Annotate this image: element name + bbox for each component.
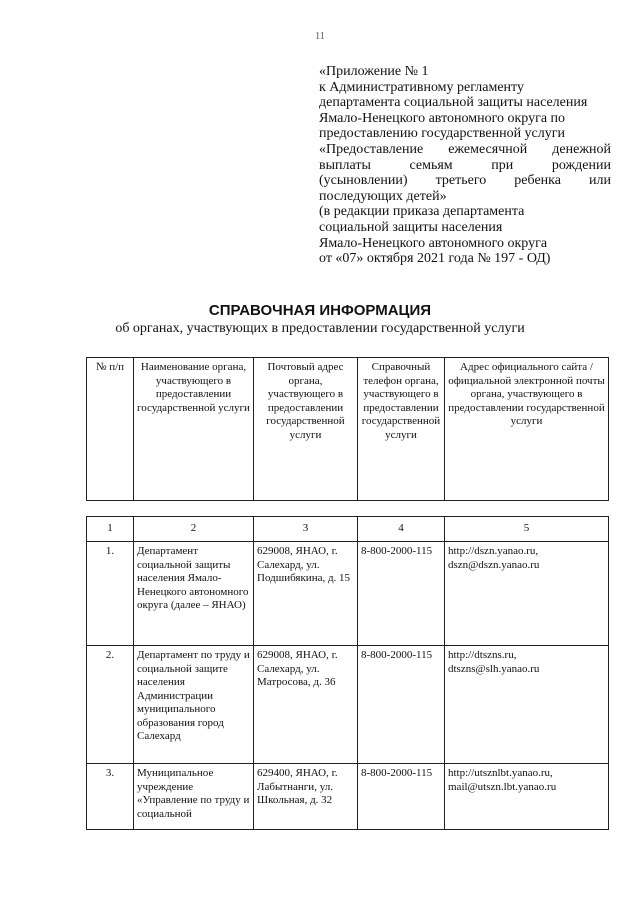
document-title: СПРАВОЧНАЯ ИНФОРМАЦИЯ bbox=[208, 302, 432, 319]
website-email: http://dszn.yanao.ru, dszn@dszn.yanao.ru bbox=[445, 542, 609, 646]
table-header bbox=[86, 357, 609, 501]
organ-name: Муниципальное учреждение «Управление по труду и социальной bbox=[134, 764, 254, 830]
column-number: 3 bbox=[254, 517, 358, 542]
website-email: http://dtszns.ru, dtszns@slh.yanao.ru bbox=[445, 646, 609, 764]
header-cell-address: Почтовый адрес органа, участвующего в предоставлении государственной услуги bbox=[254, 358, 358, 501]
column-number: 2 bbox=[134, 517, 254, 542]
header-line: Ямало-Ненецкого автономного округа bbox=[319, 235, 548, 251]
phone: 8-800-2000-115 bbox=[358, 646, 445, 764]
document-subtitle: об органах, участвующих в предоставлении государственной услуги bbox=[115, 321, 525, 336]
header-line: департамента социальной защиты населения bbox=[319, 95, 588, 111]
column-number-row bbox=[87, 517, 609, 542]
row-number: 3. bbox=[87, 764, 134, 830]
header-cell-phone: Справочный телефон органа, участвующего в предоставлении государственной услуги bbox=[358, 358, 445, 501]
row-number: 1. bbox=[87, 542, 134, 646]
page-number: 11 bbox=[315, 31, 325, 42]
header-cell-name: Наименование органа, участвующего в предоставлении государственной услуги bbox=[134, 358, 254, 501]
organs-table bbox=[86, 516, 609, 830]
table-row bbox=[87, 646, 609, 764]
header-line: к Административному регламенту bbox=[319, 79, 524, 95]
organ-name: Департамент по труду и социальной защите населения Администрации муниципального образования город Салехард bbox=[134, 646, 254, 764]
organ-name: Департамент социальной защиты населения Ямало-Ненецкого автономного округа (далее – ЯНАО) bbox=[134, 542, 254, 646]
header-line: последующих детей» bbox=[319, 188, 447, 204]
column-number: 5 bbox=[445, 517, 609, 542]
header-line: (усыновлении) третьего ребенка или bbox=[319, 173, 611, 189]
header-line: социальной защиты населения bbox=[319, 219, 503, 235]
header-line: выплаты семьям при рождении bbox=[319, 157, 611, 173]
header-line: «Предоставление ежемесячной денежной bbox=[319, 141, 611, 157]
column-number: 4 bbox=[358, 517, 445, 542]
phone: 8-800-2000-115 bbox=[358, 542, 445, 646]
header-line: «Приложение № 1 bbox=[319, 64, 429, 79]
postal-address: 629008, ЯНАО, г. Салехард, ул. Подшибякина, д. 15 bbox=[254, 542, 358, 646]
website-email: http://utsznlbt.yanao.ru, mail@utszn.lbt.yanao.ru bbox=[445, 764, 609, 830]
header-row bbox=[87, 358, 609, 501]
postal-address: 629008, ЯНАО, г. Салехард, ул. Матросова, д. 36 bbox=[254, 646, 358, 764]
postal-address: 629400, ЯНАО, г. Лабытнанги, ул. Школьная, д. 32 bbox=[254, 764, 358, 830]
table-row bbox=[87, 542, 609, 646]
table-row bbox=[87, 764, 609, 830]
header-line: (в редакции приказа департамента bbox=[319, 204, 525, 220]
column-number: 1 bbox=[87, 517, 134, 542]
header-line: предоставлению государственной услуги bbox=[319, 126, 565, 142]
header-line: Ямало-Ненецкого автономного округа по bbox=[319, 110, 566, 126]
row-number: 2. bbox=[87, 646, 134, 764]
header-cell-site: Адрес официального сайта /официальной электронной почты органа, участвующего в предоставлении государственной услуги bbox=[445, 358, 609, 501]
appendix-header bbox=[319, 64, 611, 267]
header-line: от «07» октября 2021 года № 197 - ОД) bbox=[319, 251, 551, 267]
header-cell-number: № п/п bbox=[87, 358, 134, 501]
phone: 8-800-2000-115 bbox=[358, 764, 445, 830]
